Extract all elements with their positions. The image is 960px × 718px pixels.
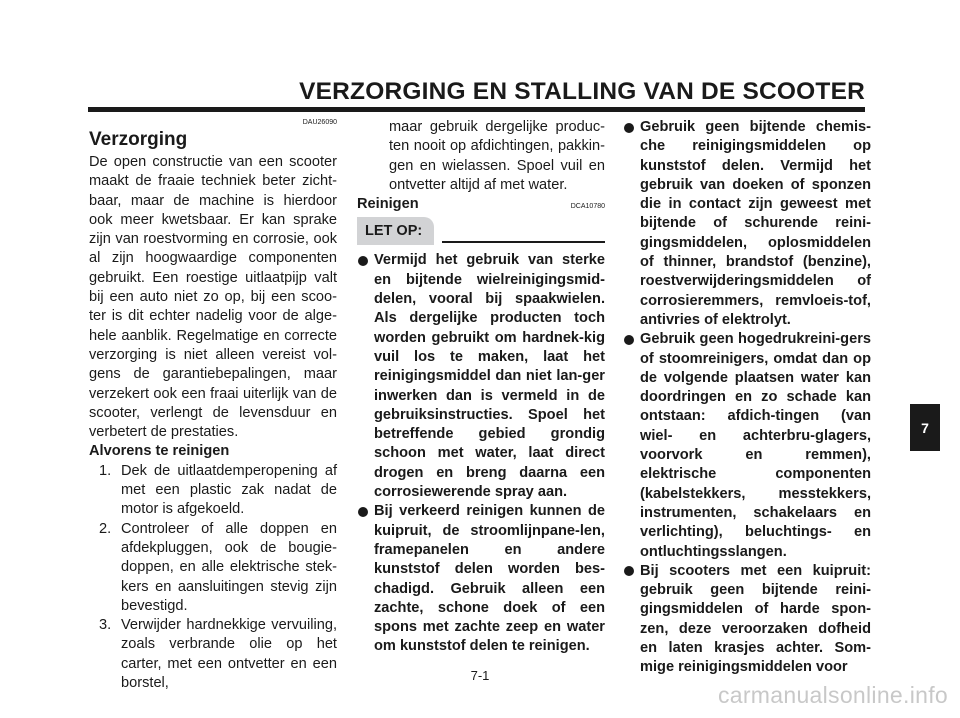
caution-label: LET OP: <box>357 217 434 245</box>
step-number: 3. <box>99 617 112 634</box>
header-rule <box>88 107 865 112</box>
caution-item <box>623 118 871 330</box>
caution-item <box>357 502 605 656</box>
caution-text: Bij verkeerd reinigen kunnen de kuipruit, de stroomlijnpane-len, framepanelen en andere kunststof delen worden bes-chadigd. Gebruik alleen een zachte, schone doek of een spons met zachte zeep en water om kunststof delen te reinigen. <box>374 503 605 655</box>
caution-banner <box>357 217 605 245</box>
caution-list-continued <box>623 118 871 678</box>
cleaning-heading-row <box>357 195 605 214</box>
caution-item <box>623 562 871 678</box>
page-header-title: VERZORGING EN STALLING VAN DE SCOOTER <box>299 78 865 105</box>
caution-text: Gebruik geen hogedrukreini-gers of stoomreinigers, omdat dan op de volgende plaatsen water kan doordringen en zo schade kan ontstaan: afdich-tingen (van wiel- en achterbru-glagers, voorvork en remmen), elektrische componenten (kabelstekkers, messtekkers, instrumenten, schakelaars en verlichting), beluchtings- en ontluchtingsslangen. <box>640 331 871 560</box>
subheading-cleaning: Reinigen <box>357 196 419 213</box>
intro-paragraph: De open constructie van een scooter maakt de fraaie techniek beter zicht-baar, maar de machine is hierdoor ook meer kwetsbaar. Er kan sprake zijn van roestvorming en corrosie, ook al zijn hoogwaardige componenten gebruikt. Een roestige uitlaatpijp valt bij een auto niet zo op, bij een scoo-ter is dit echter nadelig voor de alge-hele aanblik. Regelmatige en correcte verzorging is niet alleen vereist vol-gens de garantiebepalingen, maar verzekert ook een fraai uiterlijk van de scooter, verlengt de levensduur en verbetert de prestaties. <box>89 154 337 441</box>
section-heading: Verzorging <box>89 129 188 150</box>
column-left <box>89 118 337 693</box>
caution-item <box>623 330 871 562</box>
step-number: 2. <box>99 520 112 537</box>
step-item <box>89 462 337 520</box>
caution-rule <box>442 241 605 243</box>
bullet-dot-icon <box>358 507 368 517</box>
step-continuation: maar gebruik dergelijke produc-ten nooit op afdichtingen, pakkin-gen en wielassen. Spoel vuil en ontvetter altijd af met water. <box>389 119 605 193</box>
column-middle <box>357 118 605 657</box>
steps-list <box>89 462 337 694</box>
page-number: 7-1 <box>470 668 490 683</box>
step-item <box>89 520 337 616</box>
caution-text: Bij scooters met een kuipruit: gebruik geen bijtende reini-gingsmiddelen of harde spon-zen, deze veroorzaken dofheid en laten krasjes achter. Som-mige reinigingsmiddelen voor <box>640 562 871 676</box>
bullet-dot-icon <box>624 335 634 345</box>
subheading-before-cleaning: Alvorens te reinigen <box>89 443 230 460</box>
step-text: Dek de uitlaatdemperopening af met een plastic zak nadat de motor is afgekoeld. <box>121 462 337 518</box>
column-right <box>623 118 871 678</box>
watermark: carmanualsonline.info <box>717 682 948 708</box>
step-text: Controleer of alle doppen en afdekpluggen, ook de bougie-doppen, en alle elektrische stek-kers en aansluitingen stevig zijn bevestigd. <box>121 520 337 614</box>
bullet-dot-icon <box>624 566 634 576</box>
caution-text: Vermijd het gebruik van sterke en bijtende wielreinigingsmid-delen, vooral bij spaakwielen. Als dergelijke producten toch worden gebruikt om hardnek-kig vuil los te maken, laat het reinigingsmiddel dan niet lan-ger inwerken dan is vermeld in de gebruiksinstructies. Spoel het betreffende gebied grondig schoon met water, laat direct drogen en breng daarna een corrosiewerende spray aan. <box>374 252 605 501</box>
section-code: DAU26090 <box>302 119 337 126</box>
step-text: Verwijder hardnekkige vervuiling, zoals verbrande olie op het carter, met een ontvetter en een borstel, <box>121 617 337 692</box>
step-number: 1. <box>99 462 112 479</box>
caution-code: DCA10780 <box>570 203 605 211</box>
chapter-tab: 7 <box>910 404 940 451</box>
caution-list <box>357 251 605 656</box>
caution-text: Gebruik geen bijtende chemis-che reinigingsmiddelen op kunststof delen. Vermijd het gebruik van doeken of sponzen die in contact zijn geweest met bijtende of schurende reini-gingsmiddelen, oplosmiddelen of thinner, brandstof (benzine), roestverwijderingsmiddelen of corrosieremmers, remvloeis-tof, antivries of elektrolyt. <box>640 119 871 328</box>
bullet-dot-icon <box>358 256 368 266</box>
caution-item <box>357 251 605 502</box>
bullet-dot-icon <box>624 123 634 133</box>
